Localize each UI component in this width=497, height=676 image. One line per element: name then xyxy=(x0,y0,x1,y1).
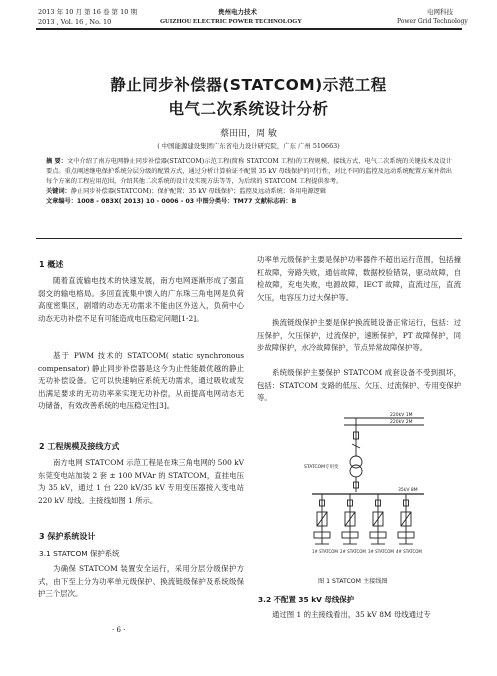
journal-issue-cn: 2013 年 10 月 第 16 卷 第 10 期 xyxy=(38,8,137,16)
transformer-label: STATCOM专用变 xyxy=(304,465,339,470)
transformer-secondary-winding xyxy=(350,465,362,477)
section-3-2-paragraph-1: 通过图 1 的主接线看出，35 kV 8M 母线通过专 xyxy=(272,610,431,619)
figure-1-caption: 图 1 STATCOM 主接线图 xyxy=(318,578,388,585)
statcom-main-wiring-diagram xyxy=(300,412,430,564)
right-paragraph-3: 系统级保护主要保护 STATCOM 成套设备不受到损坏，包括：STATCOM 支路的低压、欠压、过流保护、专用变保护等。 xyxy=(257,368,461,402)
bus-label-220kv-2m: 220kV 2M xyxy=(390,420,413,425)
section-1-title: 1 概述 xyxy=(39,260,64,269)
branch-2 xyxy=(342,494,358,544)
branch-label-4: 4# STATCOM xyxy=(396,549,422,554)
branch-label-2: 2# STATCOM xyxy=(340,549,366,554)
section-1-paragraph-2: 基于 PWM 技术的 STATCOM( static synchronous compensator) 静止同步补偿器是这今为止性能最优越的静止无功补偿设备。它可以快速响应系统无功需求，通过吸收或发出满足要求的无功功率来实现无功补偿，从而提高电网动态无功储备，有效改善系统的电压稳定性[3]。 xyxy=(38,351,244,410)
affiliation: ( 中国能源建设集团广东省电力设计研究院，广东 广州 510663) xyxy=(157,142,340,150)
column-name-cn: 电网科技 xyxy=(427,8,453,16)
keywords-text: 静止同步补偿器(STATCOM)；保护配置；35 kV 母线保护；监控及远动系统；备用电源逻辑 xyxy=(70,188,327,195)
branch-4 xyxy=(398,494,414,544)
branch-3 xyxy=(370,494,386,544)
branch-1 xyxy=(314,494,330,544)
abstract-text: 文中介绍了南方电网静止同步补偿器(STATCOM)示范工程(简称 STATCOM 工程)的工程规模、接线方式、电气二次系统的关键技术及设计要点。重点阐述继电保护系统分层分级的配置方式，通过分析计算验证不配置 35 kV 母线保护的可行性，对比不同的监控及远动系统配置方案并指出每个方案的工程应用范围，介绍其他二次系统的设计及实现方法等等，为后续的 STATCOM 工程提供参考。 xyxy=(46,158,452,185)
title-line2: 电气二次系统设计分析 xyxy=(168,100,329,118)
article-meta: 文章编号：1008 - 083X( 2013) 10 - 0006 - 03 中图分类号：TM77 文献标志码：B xyxy=(46,198,297,205)
abstract-label: 摘 要： xyxy=(46,158,67,165)
journal-issue-en: 2013 , Vol. 16 , No. 10 xyxy=(38,18,112,26)
abstract-rule xyxy=(36,238,462,239)
journal-name-cn: 贵州电力技术 xyxy=(218,8,257,16)
keywords-label: 关键词： xyxy=(46,188,71,195)
bus-label-220kv-1m: 220kV 1M xyxy=(390,413,413,418)
journal-name-en: GUIZHOU ELECTRIC POWER TECHNOLOGY xyxy=(160,18,303,25)
section-3-1-paragraph-1: 为确保 STATCOM 装置安全运行，采用分层分级保护方式，由下至上分为功率单元级保护、换流链级保护及系统级保护三个层次。 xyxy=(38,564,244,598)
section-1-paragraph-1: 随着直流输电技术的快速发展，南方电网逐渐形成了强直弱交的输电格局。多回直流集中馈入的广东珠三角电网是负荷高度密集区，剧增的动态无功需求不能由区外送入，负荷中心动态无功补偿不足有可能造成电压稳定问题[1-2]。 xyxy=(38,276,244,323)
section-2-paragraph-1: 南方电网 STATCOM 示范工程是在珠三角电网的 500 kV 东莞变电站加装 2 套 ± 100 MVAr 的 STATCOM，直挂电压为 35 kV，通过 1 台 220 kV/35 kV 专用变压器接入变电站 220 kV 母线。主接线如图 1 所示。 xyxy=(38,458,244,505)
right-paragraph-1: 功率单元级保护主要是保护功率器件不超出运行范围，包括撞杠故障，旁路失败，通信故障，数据校验错误，驱动故障，自检故障，充电失败，电源故障，IECT 故障，直流过压，直流欠压，电容压力过大保护等。 xyxy=(257,255,461,302)
column-name-en: Power Grid Technology xyxy=(397,18,468,25)
section-2-title: 2 工程规模及接线方式 xyxy=(39,442,120,451)
section-3-title: 3 保护系统设计 xyxy=(39,532,96,541)
branch-label-1: 1# STATCOM xyxy=(312,549,338,554)
section-3-1-title: 3.1 STATCOM 保护系统 xyxy=(39,549,120,558)
bus-label-35kv-8m: 35kV 8M xyxy=(398,488,418,493)
title-line1: 静止同步补偿器(STATCOM)示范工程 xyxy=(110,76,387,94)
page-number: · 6 · xyxy=(112,626,126,634)
authors: 蔡田田，周 敏 xyxy=(220,129,277,139)
section-3-2-title: 3.2 不配置 35 kV 母线保护 xyxy=(258,595,355,604)
header-rule xyxy=(36,28,462,30)
right-paragraph-2: 换流链级保护主要是保护换流链设备正常运行，包括：过压保护，欠压保护，过流保护，速断保护，PT 故障保护，同步故障保护，水冷故障保护，节点异常故障保护等。 xyxy=(257,318,461,352)
branch-label-3: 3# STATCOM xyxy=(368,549,394,554)
abstract xyxy=(46,157,452,207)
